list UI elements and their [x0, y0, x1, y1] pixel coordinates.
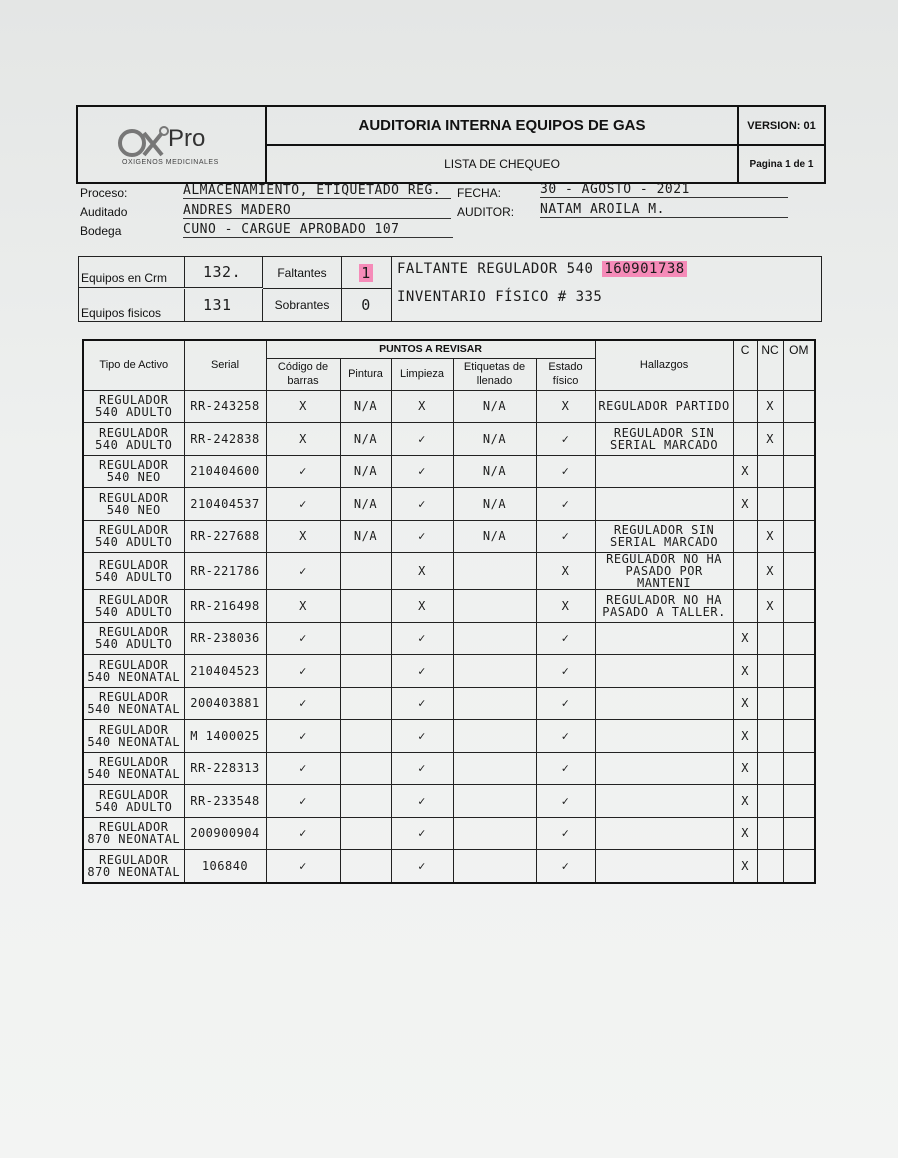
codigo-cell: ✓ [266, 817, 340, 850]
codigo-cell: ✓ [266, 655, 340, 688]
version-label: VERSION: 01 [739, 107, 824, 146]
proceso-value: ALMACENAMIENTO, ETIQUETADO REG. [183, 183, 451, 199]
logo-word: Pro [168, 125, 206, 152]
c-cell: X [733, 655, 757, 688]
serial-cell: 210404537 [184, 488, 266, 521]
codigo-cell: ✓ [266, 850, 340, 883]
etiquetas-cell: N/A [453, 520, 536, 553]
pintura-cell [340, 622, 391, 655]
c-cell [733, 390, 757, 423]
c-cell: X [733, 850, 757, 883]
auditado-value: ANDRES MADERO [183, 203, 451, 219]
tipo-cell: REGULADOR 540 NEO [83, 455, 184, 488]
estado-cell: ✓ [536, 687, 595, 720]
header-nc: NC [757, 340, 783, 390]
pintura-cell [340, 553, 391, 590]
checklist-table [82, 339, 816, 884]
limpieza-cell: ✓ [391, 785, 453, 818]
tipo-cell: REGULADOR 870 NEONATAL [83, 817, 184, 850]
serial-cell: 210404600 [184, 455, 266, 488]
codigo-cell: ✓ [266, 488, 340, 521]
faltantes-value-cell [341, 257, 392, 289]
faltante-note [397, 261, 687, 277]
pintura-cell: N/A [340, 390, 391, 423]
header-limpieza: Limpieza [391, 358, 453, 390]
pintura-cell [340, 785, 391, 818]
hallazgo-cell [595, 655, 733, 688]
hallazgo-cell: REGULADOR PARTIDO [595, 390, 733, 423]
nc-cell: X [757, 590, 783, 623]
table-row [83, 720, 815, 753]
table-row [83, 590, 815, 623]
etiquetas-cell [453, 785, 536, 818]
serial-cell: RR-233548 [184, 785, 266, 818]
faltante-serial-highlight: 160901738 [604, 261, 685, 277]
estado-cell: ✓ [536, 622, 595, 655]
nc-cell [757, 488, 783, 521]
codigo-cell: X [266, 520, 340, 553]
etiquetas-cell [453, 687, 536, 720]
table-row [83, 785, 815, 818]
om-cell [783, 622, 815, 655]
c-cell [733, 553, 757, 590]
nc-cell [757, 687, 783, 720]
hallazgo-cell [595, 752, 733, 785]
table-row [83, 390, 815, 423]
limpieza-cell: ✓ [391, 720, 453, 753]
bodega-label: Bodega [80, 224, 122, 238]
hallazgo-cell [595, 488, 733, 521]
header-c: C [733, 340, 757, 390]
codigo-cell: X [266, 390, 340, 423]
equipos-crm-label: Equipos en Crm [79, 257, 185, 288]
etiquetas-cell: N/A [453, 423, 536, 456]
serial-cell: RR-242838 [184, 423, 266, 456]
header-estado: Estado físico [536, 358, 595, 390]
hallazgo-cell: REGULADOR SIN SERIAL MARCADO [595, 423, 733, 456]
pintura-cell [340, 817, 391, 850]
limpieza-cell: X [391, 553, 453, 590]
nc-cell: X [757, 423, 783, 456]
serial-cell: RR-227688 [184, 520, 266, 553]
table-row [83, 553, 815, 590]
document-header [76, 105, 826, 184]
nc-cell [757, 817, 783, 850]
hallazgo-cell: REGULADOR NO HA PASADO A TALLER. [595, 590, 733, 623]
etiquetas-cell [453, 622, 536, 655]
om-cell [783, 687, 815, 720]
document-title: AUDITORIA INTERNA EQUIPOS DE GAS [267, 107, 739, 146]
etiquetas-cell [453, 553, 536, 590]
c-cell [733, 423, 757, 456]
om-cell [783, 817, 815, 850]
om-cell [783, 720, 815, 753]
codigo-cell: ✓ [266, 622, 340, 655]
limpieza-cell: ✓ [391, 817, 453, 850]
c-cell: X [733, 622, 757, 655]
c-cell: X [733, 455, 757, 488]
table-row [83, 850, 815, 883]
etiquetas-cell [453, 590, 536, 623]
codigo-cell: ✓ [266, 687, 340, 720]
codigo-cell: X [266, 423, 340, 456]
pintura-cell: N/A [340, 488, 391, 521]
om-cell [783, 590, 815, 623]
header-etiquetas: Etiquetas de llenado [453, 358, 536, 390]
pintura-cell [340, 590, 391, 623]
om-cell [783, 655, 815, 688]
tipo-cell: REGULADOR 540 NEONATAL [83, 655, 184, 688]
codigo-cell: ✓ [266, 720, 340, 753]
header-pintura: Pintura [340, 358, 391, 390]
tipo-cell: REGULADOR 540 NEONATAL [83, 752, 184, 785]
etiquetas-cell [453, 752, 536, 785]
pintura-cell [340, 655, 391, 688]
auditor-value: NATAM AROILA M. [540, 202, 788, 218]
hallazgo-cell: REGULADOR SIN SERIAL MARCADO [595, 520, 733, 553]
hallazgo-cell [595, 850, 733, 883]
auditado-label: Auditado [80, 205, 128, 219]
etiquetas-cell: N/A [453, 390, 536, 423]
table-row [83, 687, 815, 720]
c-cell [733, 590, 757, 623]
equipos-fisicos-value: 131 [185, 289, 263, 321]
nc-cell [757, 720, 783, 753]
tipo-cell: REGULADOR 540 NEO [83, 488, 184, 521]
limpieza-cell: ✓ [391, 850, 453, 883]
table-row [83, 817, 815, 850]
hallazgo-cell [595, 622, 733, 655]
nc-cell [757, 455, 783, 488]
etiquetas-cell: N/A [453, 455, 536, 488]
company-logo [78, 107, 267, 182]
c-cell: X [733, 720, 757, 753]
header-puntos: PUNTOS A REVISAR [266, 340, 595, 358]
nc-cell: X [757, 553, 783, 590]
codigo-cell: ✓ [266, 455, 340, 488]
hallazgo-cell [595, 817, 733, 850]
estado-cell: ✓ [536, 455, 595, 488]
table-row [83, 752, 815, 785]
tipo-cell: REGULADOR 540 ADULTO [83, 785, 184, 818]
om-cell [783, 488, 815, 521]
estado-cell: ✓ [536, 423, 595, 456]
counts-box [78, 256, 822, 322]
table-row [83, 622, 815, 655]
om-cell [783, 752, 815, 785]
nc-cell: X [757, 520, 783, 553]
serial-cell: 200403881 [184, 687, 266, 720]
etiquetas-cell [453, 720, 536, 753]
om-cell [783, 423, 815, 456]
om-cell [783, 850, 815, 883]
checklist-rows [83, 390, 815, 883]
header-om: OM [783, 340, 815, 390]
nc-cell: X [757, 390, 783, 423]
faltantes-label: Faltantes [263, 257, 342, 289]
etiquetas-cell [453, 655, 536, 688]
estado-cell: ✓ [536, 785, 595, 818]
tipo-cell: REGULADOR 540 ADULTO [83, 553, 184, 590]
serial-cell: RR-221786 [184, 553, 266, 590]
limpieza-cell: ✓ [391, 622, 453, 655]
estado-cell: ✓ [536, 655, 595, 688]
serial-cell: 210404523 [184, 655, 266, 688]
c-cell: X [733, 817, 757, 850]
estado-cell: ✓ [536, 817, 595, 850]
c-cell: X [733, 488, 757, 521]
table-row [83, 520, 815, 553]
nc-cell [757, 785, 783, 818]
serial-cell: RR-243258 [184, 390, 266, 423]
bodega-value: CUNO - CARGUE APROBADO 107 [183, 222, 453, 238]
limpieza-cell: ✓ [391, 455, 453, 488]
limpieza-cell: ✓ [391, 488, 453, 521]
etiquetas-cell [453, 850, 536, 883]
hallazgo-cell [595, 785, 733, 818]
estado-cell: ✓ [536, 488, 595, 521]
limpieza-cell: ✓ [391, 423, 453, 456]
serial-cell: M 1400025 [184, 720, 266, 753]
codigo-cell: ✓ [266, 752, 340, 785]
pintura-cell [340, 687, 391, 720]
serial-cell: RR-216498 [184, 590, 266, 623]
equipos-fisicos-label: Equipos fisicos [79, 289, 185, 321]
c-cell: X [733, 752, 757, 785]
etiquetas-cell [453, 817, 536, 850]
header-codigo: Código de barras [266, 358, 340, 390]
pintura-cell [340, 752, 391, 785]
tipo-cell: REGULADOR 540 ADULTO [83, 622, 184, 655]
pintura-cell [340, 720, 391, 753]
om-cell [783, 390, 815, 423]
pintura-cell: N/A [340, 455, 391, 488]
logo-subtitle: OXIGENOS MEDICINALES [122, 159, 219, 166]
limpieza-cell: ✓ [391, 655, 453, 688]
hallazgo-cell: REGULADOR NO HA PASADO POR MANTENI [595, 553, 733, 590]
estado-cell: X [536, 553, 595, 590]
header-serial: Serial [184, 340, 266, 390]
header-tipo: Tipo de Activo [83, 340, 184, 390]
serial-cell: RR-238036 [184, 622, 266, 655]
tipo-cell: REGULADOR 540 NEONATAL [83, 687, 184, 720]
tipo-cell: REGULADOR 870 NEONATAL [83, 850, 184, 883]
table-row [83, 455, 815, 488]
fecha-value: 30 - AGOSTO - 2021 [540, 182, 788, 198]
limpieza-cell: X [391, 390, 453, 423]
estado-cell: X [536, 390, 595, 423]
hallazgo-cell [595, 455, 733, 488]
limpieza-cell: ✓ [391, 752, 453, 785]
om-cell [783, 785, 815, 818]
codigo-cell: ✓ [266, 553, 340, 590]
tipo-cell: REGULADOR 540 ADULTO [83, 590, 184, 623]
tipo-cell: REGULADOR 540 ADULTO [83, 520, 184, 553]
estado-cell: ✓ [536, 520, 595, 553]
table-row [83, 488, 815, 521]
equipos-crm-value: 132. [185, 257, 263, 288]
serial-cell: 200900904 [184, 817, 266, 850]
table-row [83, 423, 815, 456]
fecha-label: FECHA: [457, 186, 502, 200]
faltante-note-text: FALTANTE REGULADOR 540 [397, 261, 594, 277]
pintura-cell: N/A [340, 520, 391, 553]
serial-cell: 106840 [184, 850, 266, 883]
codigo-cell: X [266, 590, 340, 623]
auditor-label: AUDITOR: [457, 205, 515, 219]
pintura-cell [340, 850, 391, 883]
nc-cell [757, 752, 783, 785]
limpieza-cell: X [391, 590, 453, 623]
etiquetas-cell: N/A [453, 488, 536, 521]
nc-cell [757, 622, 783, 655]
om-cell [783, 553, 815, 590]
c-cell: X [733, 785, 757, 818]
sobrantes-label: Sobrantes [263, 289, 342, 321]
limpieza-cell: ✓ [391, 520, 453, 553]
om-cell [783, 455, 815, 488]
nc-cell [757, 850, 783, 883]
c-cell [733, 520, 757, 553]
om-cell [783, 520, 815, 553]
table-row [83, 655, 815, 688]
header-hallazgos: Hallazgos [595, 340, 733, 390]
tipo-cell: REGULADOR 540 ADULTO [83, 423, 184, 456]
faltantes-value: 1 [361, 263, 371, 282]
codigo-cell: ✓ [266, 785, 340, 818]
tipo-cell: REGULADOR 540 ADULTO [83, 390, 184, 423]
document-subtitle: LISTA DE CHEQUEO [267, 146, 739, 182]
estado-cell: ✓ [536, 752, 595, 785]
tipo-cell: REGULADOR 540 NEONATAL [83, 720, 184, 753]
sobrantes-value: 0 [341, 289, 392, 321]
estado-cell: ✓ [536, 720, 595, 753]
estado-cell: X [536, 590, 595, 623]
limpieza-cell: ✓ [391, 687, 453, 720]
c-cell: X [733, 687, 757, 720]
page-label: Pagina 1 de 1 [749, 158, 814, 170]
proceso-label: Proceso: [80, 186, 128, 200]
serial-cell: RR-228313 [184, 752, 266, 785]
nc-cell [757, 655, 783, 688]
inventario-note: INVENTARIO FÍSICO # 335 [397, 289, 603, 305]
hallazgo-cell [595, 720, 733, 753]
hallazgo-cell [595, 687, 733, 720]
pintura-cell: N/A [340, 423, 391, 456]
estado-cell: ✓ [536, 850, 595, 883]
